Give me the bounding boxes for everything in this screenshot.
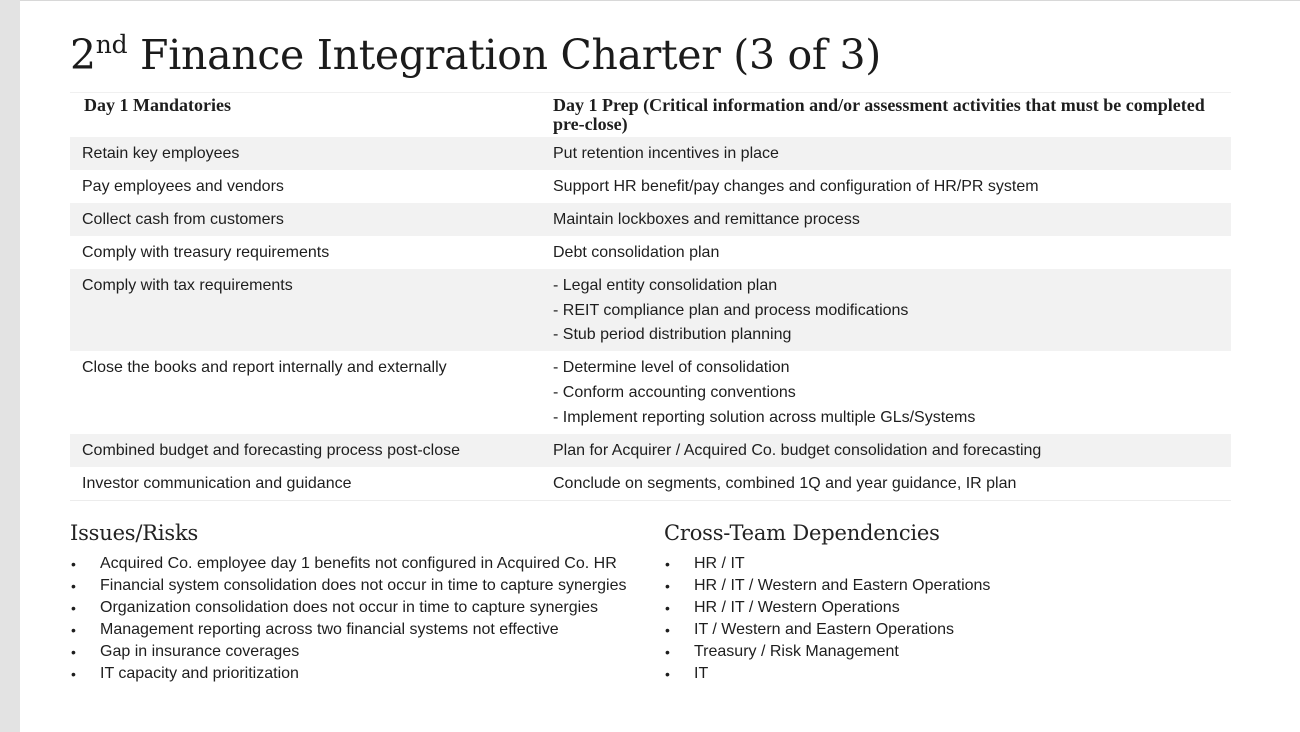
prep-cell	[541, 467, 1231, 501]
list-item-text: IT / Western and Eastern Operations	[694, 621, 954, 638]
list-item-text: IT capacity and prioritization	[100, 665, 299, 682]
list-item	[664, 553, 1224, 575]
bullet-icon: •	[71, 666, 76, 682]
table-header-row	[70, 93, 1231, 138]
bullet-icon: •	[665, 578, 670, 594]
title-superscript: nd	[95, 30, 128, 59]
prep-line: - Implement reporting solution across multiple GLs/Systems	[553, 408, 976, 426]
list-item-text: Gap in insurance coverages	[100, 643, 300, 660]
charter-table	[70, 92, 1231, 501]
list-item-text: Acquired Co. employee day 1 benefits not configured in Acquired Co. HR	[100, 555, 617, 572]
bullet-icon: •	[71, 600, 76, 616]
issues-risks-heading: Issues/Risks	[70, 521, 199, 545]
list-item-text: Treasury / Risk Management	[694, 643, 899, 660]
prep-line: - Conform accounting conventions	[553, 384, 796, 402]
mandatory-cell: Collect cash from customers	[70, 203, 541, 236]
list-item	[664, 597, 1224, 619]
list-item-text: IT	[694, 665, 709, 682]
bullet-icon: •	[71, 578, 76, 594]
table-row	[70, 434, 1231, 467]
bullet-icon: •	[665, 666, 670, 682]
prep-cell	[541, 269, 1231, 351]
mandatory-cell: Close the books and report internally and externally	[70, 351, 541, 433]
mandatory-cell: Investor communication and guidance	[70, 467, 541, 501]
cross-team-dependencies-section	[664, 519, 1224, 685]
list-item	[664, 575, 1224, 597]
title-prefix: 2	[70, 31, 96, 79]
issues-risks-list	[70, 553, 660, 685]
issues-risks-section	[70, 519, 660, 685]
mandatory-cell: Comply with treasury requirements	[70, 236, 541, 269]
list-item	[70, 663, 660, 685]
prep-line: Support HR benefit/pay changes and configuration of HR/PR system	[553, 178, 1039, 195]
table-row	[70, 269, 1231, 351]
prep-line: - Determine level of consolidation	[553, 359, 790, 377]
header-day1-prep: Day 1 Prep (Critical information and/or assessment activities that must be completed pre-close)	[541, 93, 1231, 138]
bullet-icon: •	[665, 556, 670, 572]
prep-cell	[541, 203, 1231, 236]
list-item	[70, 597, 660, 619]
prep-line: - Legal entity consolidation plan	[553, 277, 778, 294]
prep-line: Put retention incentives in place	[553, 145, 779, 162]
prep-line: - REIT compliance plan and process modifications	[553, 301, 909, 319]
cross-team-dependencies-heading: Cross-Team Dependencies	[664, 521, 940, 545]
list-item	[664, 619, 1224, 641]
prep-cell	[541, 137, 1231, 170]
list-item-text: HR / IT / Western and Eastern Operations	[694, 577, 991, 594]
list-item	[70, 575, 660, 597]
prep-cell	[541, 236, 1231, 269]
bullet-icon: •	[665, 644, 670, 660]
prep-line: Plan for Acquirer / Acquired Co. budget consolidation and forecasting	[553, 441, 1042, 459]
bullet-icon: •	[71, 622, 76, 638]
header-day1-mandatories: Day 1 Mandatories	[70, 93, 541, 138]
list-item	[664, 641, 1224, 663]
list-item	[70, 553, 660, 575]
prep-cell	[541, 351, 1231, 433]
prep-line: Maintain lockboxes and remittance process	[553, 211, 860, 228]
mandatory-cell: Pay employees and vendors	[70, 170, 541, 203]
list-item	[664, 663, 1224, 685]
bullet-icon: •	[71, 556, 76, 572]
list-item	[70, 619, 660, 641]
page-title	[70, 31, 881, 79]
list-item-text: HR / IT / Western Operations	[694, 599, 900, 616]
list-item	[70, 641, 660, 663]
bullet-icon: •	[71, 644, 76, 660]
table-row	[70, 467, 1231, 501]
table-row	[70, 170, 1231, 203]
prep-line: Conclude on segments, combined 1Q and year guidance, IR plan	[553, 474, 1017, 492]
table-row	[70, 137, 1231, 170]
mandatory-cell: Combined budget and forecasting process post-close	[70, 434, 541, 467]
prep-cell	[541, 170, 1231, 203]
title-rest: Finance Integration Charter (3 of 3)	[127, 31, 881, 79]
list-item-text: Financial system consolidation does not occur in time to capture synergies	[100, 577, 627, 594]
prep-line: Debt consolidation plan	[553, 244, 720, 261]
cross-team-dependencies-list	[664, 553, 1224, 685]
mandatory-cell: Retain key employees	[70, 137, 541, 170]
prep-cell	[541, 434, 1231, 467]
bullet-icon: •	[665, 600, 670, 616]
list-item-text: Organization consolidation does not occur in time to capture synergies	[100, 599, 599, 616]
slide	[20, 0, 1300, 732]
table-row	[70, 351, 1231, 433]
mandatory-cell: Comply with tax requirements	[70, 269, 541, 351]
list-item-text: HR / IT	[694, 555, 745, 572]
table-row	[70, 203, 1231, 236]
bullet-icon: •	[665, 622, 670, 638]
table-row	[70, 236, 1231, 269]
list-item-text: Management reporting across two financial systems not effective	[100, 621, 559, 638]
prep-line: - Stub period distribution planning	[553, 326, 792, 344]
